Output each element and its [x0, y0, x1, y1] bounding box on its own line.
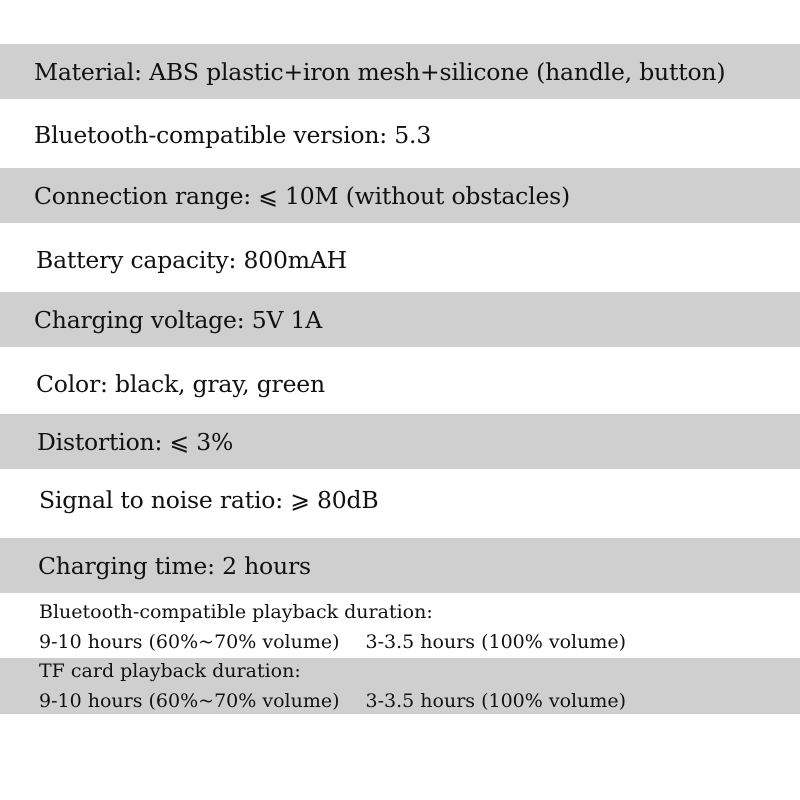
spec-row-connection-range: [0, 168, 800, 223]
playback-title: Bluetooth-compatible playback duration:: [39, 601, 433, 623]
playback-full-volume: 3-3.5 hours (100% volume): [365, 631, 626, 653]
playback-normal-volume: 9-10 hours (60%~70% volume): [39, 690, 340, 712]
spec-text: Charging time: 2 hours: [38, 551, 311, 580]
spec-row-bluetooth-version: [0, 107, 800, 162]
spec-text: Signal to noise ratio: ⩾ 80dB: [39, 486, 379, 514]
spec-row-battery-capacity: [0, 231, 800, 288]
spec-row-material: [0, 44, 800, 99]
spec-text: Material: ABS plastic+iron mesh+silicone (handle, button): [34, 57, 726, 86]
spec-row-bluetooth-playback: [0, 597, 800, 657]
spec-text: Bluetooth-compatible version: 5.3: [34, 120, 432, 149]
playback-values: [39, 686, 626, 716]
spec-text: Connection range: ⩽ 10M (without obstacles): [34, 181, 570, 210]
playback-title: TF card playback duration:: [39, 660, 301, 682]
spec-text: Distortion: ⩽ 3%: [37, 427, 234, 456]
spec-row-color: [0, 356, 800, 412]
playback-full-volume: 3-3.5 hours (100% volume): [365, 690, 626, 712]
spec-row-charging-voltage: [0, 292, 800, 347]
spec-row-distortion: [0, 414, 800, 469]
spec-row-tf-playback: [0, 658, 800, 714]
spec-text: Battery capacity: 800mAH: [36, 245, 347, 274]
spec-text: Color: black, gray, green: [36, 370, 325, 398]
playback-normal-volume: 9-10 hours (60%~70% volume): [39, 631, 340, 653]
playback-values: [39, 627, 626, 657]
spec-row-snr: [0, 472, 800, 528]
spec-row-charging-time: [0, 538, 800, 593]
spec-text: Charging voltage: 5V 1A: [34, 305, 323, 334]
